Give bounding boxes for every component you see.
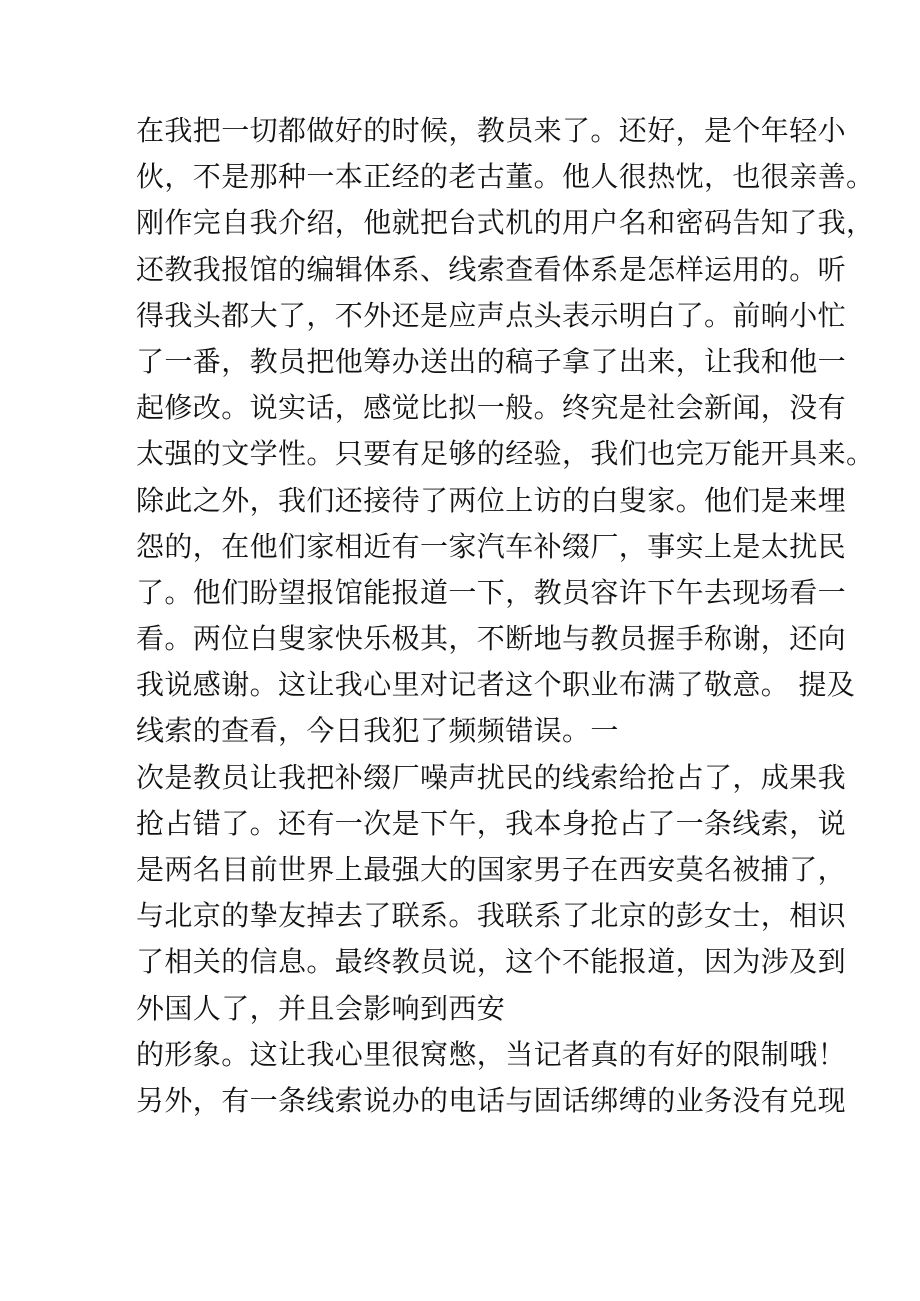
text-line: 线索的查看，今日我犯了频频错误。一	[136, 714, 619, 748]
text-line: 抢占错了。还有一次是下午，我本身抢占了一条线索，说	[136, 806, 847, 840]
body-text	[136, 108, 875, 1124]
text-line: 太强的文学性。只要有足够的经验，我们也完万能开具来。	[136, 437, 875, 471]
text-line: 得我头都大了，不外还是应声点头表示明白了。前晌小忙	[136, 298, 847, 332]
text-line: 与北京的挚友掉去了联系。我联系了北京的彭女士，相识	[136, 899, 847, 933]
text-line: 伙，不是那种一本正经的老古董。他人很热忱，也很亲善。	[136, 160, 875, 194]
text-line: 了一番，教员把他筹办送出的稿子拿了出来，让我和他一	[136, 344, 847, 378]
text-line: 除此之外，我们还接待了两位上访的白叟家。他们是来埋	[136, 483, 847, 517]
text-line: 外国人了，并且会影响到西安	[136, 991, 506, 1025]
text-line: 了相关的信息。最终教员说，这个不能报道，因为涉及到	[136, 945, 847, 979]
text-line: 我说感谢。这让我心里对记者这个职业布满了敬意。 提及	[136, 668, 856, 702]
text-line: 另外，有一条线索说办的电话与固话绑缚的业务没有兑现	[136, 1083, 847, 1117]
text-line: 怨的，在他们家相近有一家汽车补缀厂，事实上是太扰民	[136, 529, 847, 563]
text-line: 看。两位白叟家快乐极其，不断地与教员握手称谢，还向	[136, 622, 847, 656]
text-line: 刚作完自我介绍，他就把台式机的用户名和密码告知了我，	[136, 206, 875, 240]
text-line: 了。他们盼望报馆能报道一下，教员容许下午去现场看一	[136, 575, 847, 609]
text-line: 是两名目前世界上最强大的国家男子在西安莫名被捕了，	[136, 853, 847, 886]
text-line: 次是教员让我把补缀厂噪声扰民的线索给抢占了，成果我	[136, 760, 847, 794]
text-line: 起修改。说实话，感觉比拟一般。终究是社会新闻，没有	[136, 391, 847, 425]
text-line: 的形象。这让我心里很窝憋，当记者真的有好的限制哦！	[136, 1037, 847, 1071]
text-line: 在我把一切都做好的时候，教员来了。还好，是个年轻小	[136, 114, 847, 147]
text-line: 还教我报馆的编辑体系、线索查看体系是怎样运用的。听	[136, 252, 847, 286]
